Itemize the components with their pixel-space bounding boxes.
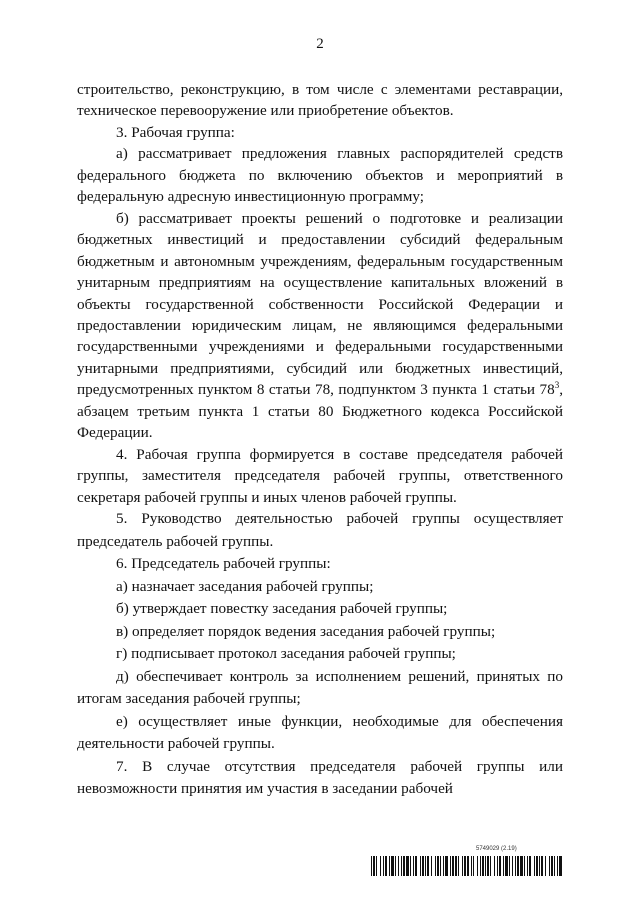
paragraph-item-3: 3. Рабочая группа: [116,123,235,141]
paragraph-item-6e: д) обеспечивает контроль за исполнением решений, принятых по итогам заседания рабочей группы; [77,667,563,708]
paragraph-item-6a: а) назначает заседания рабочей группы; [116,577,374,595]
paragraph-item-4: 4. Рабочая группа формируется в составе председателя рабочей группы, заместителя председателя рабочей группы, ответственного секретаря рабочей группы и иных членов рабочей группы. [77,445,563,506]
paragraph-continuation: строительство, реконструкцию, в том числе с элементами реставрации, техническое перевооружение или приобретение объектов. [77,81,563,120]
barcode-image [371,856,563,876]
document-code: 5749029 (2.19) [476,846,517,852]
paragraph-item-6b: б) утверждает повестку заседания рабочей группы; [116,600,448,618]
paragraph-item-6f: е) осуществляет иные функции, необходимые для обеспечения деятельности рабочей группы. [77,712,563,753]
paragraph-item-6: 6. Председатель рабочей группы: [116,555,331,573]
paragraph-item-6d: г) подписывает протокол заседания рабочей группы; [116,645,456,663]
paragraph-item-6c: в) определяет порядок ведения заседания рабочей группы; [116,622,496,640]
paragraph-item-3b-text: б) рассматривает проекты решений о подготовке и реализации бюджетных инвестиций и предоставлении субсидий федеральным бюджетным и автономным учреждениям, федеральным государственным унитарным предприятиям на осуществление капитальных вложений в объекты государственной собственности Российской Федерации и предоставлении юридическим лицам, не являющимся федеральными государственными учреждениями и федеральными государственными унитарными предприятиями, субсидий или бюджетных инвестиций, предусмотренных пунктом 8 статьи 78, подпунктом 3 пункта 1 статьи 78 [77,209,563,399]
page-number: 2 [316,36,324,52]
paragraph-item-7: 7. В случае отсутствия председателя рабочей группы или невозможности принятия им участия в заседании рабочей [77,757,563,798]
paragraph-item-3b [77,208,563,444]
document-body [77,79,563,801]
paragraph-item-3a: а) рассматривает предложения главных распорядителей средств федерального бюджета по включению объектов и мероприятий в федеральную адресную инвестиционную программу; [77,145,563,206]
paragraph-item-3b-tail: , абзацем третьим пункта 1 статьи 80 Бюджетного кодекса Российской Федерации. [77,381,563,442]
paragraph-item-5: 5. Руководство деятельностью рабочей группы осуществляет председатель рабочей группы. [77,510,563,550]
superscript-3: 3 [554,380,560,391]
